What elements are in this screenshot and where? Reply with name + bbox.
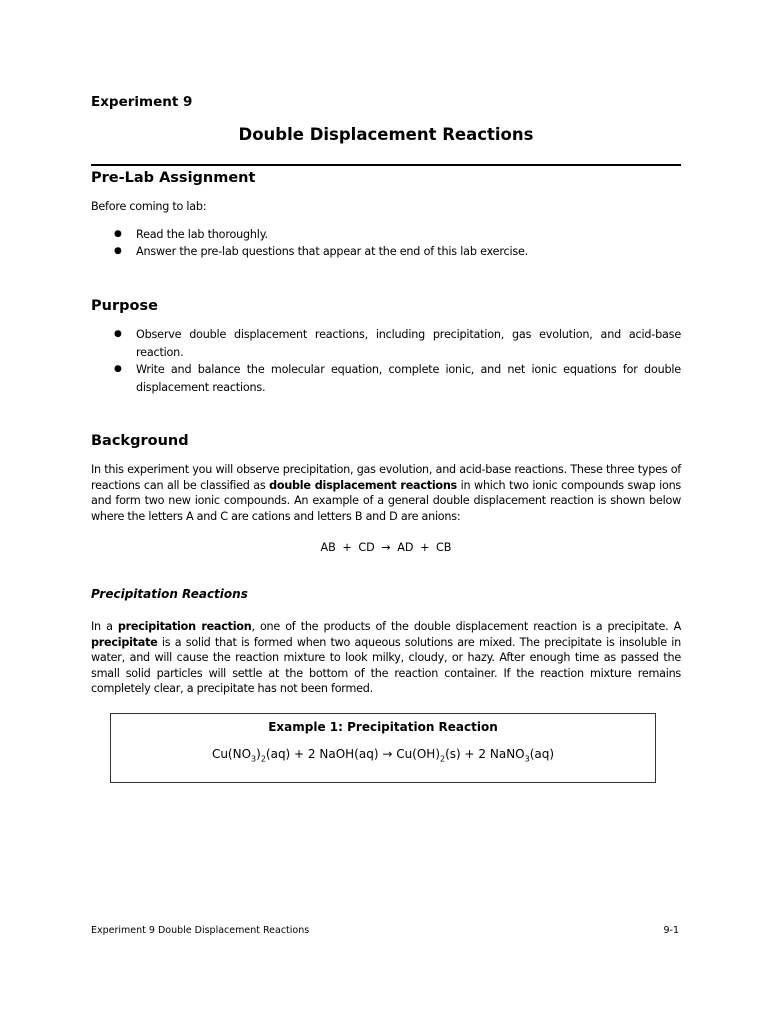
purpose-list [110, 326, 681, 396]
purpose-item-text: Observe double displacement reactions, including precipitation, gas evolution, and acid-base reaction. [136, 328, 681, 359]
subscript: 3 [524, 754, 530, 764]
page-number: 9-1 [663, 925, 679, 936]
text-run: (aq) + 2 NaOH(aq) → Cu(OH) [265, 747, 441, 761]
text-run: is a solid that is formed when two aqueous solutions are mixed. The precipitate is insoluble in water, and will cause the reaction mixture to look milky, cloudy, or hazy. After enough time as passed the small solid particles will settle at the bottom of the reaction container. If the reaction mixture remains completely clear, a precipitate has not been formed. [91, 635, 681, 696]
bullet-icon: ● [114, 229, 122, 239]
general-equation: AB + CD → AD + CB [320, 541, 452, 554]
subscript: 2 [440, 754, 446, 764]
list-item [110, 226, 681, 243]
subscript: 3 [251, 754, 257, 764]
footer-title: Experiment 9 Double Displacement Reactions [91, 925, 310, 936]
title-rule [91, 164, 681, 166]
text-run: (s) + 2 NaNO [445, 747, 525, 761]
example-equation [111, 747, 655, 763]
text-run: Cu(NO [211, 747, 252, 761]
purpose-heading: Purpose [91, 298, 158, 314]
list-item [110, 361, 681, 396]
bold-term: precipitate [91, 635, 158, 649]
prelab-heading: Pre-Lab Assignment [91, 170, 256, 186]
prelab-intro: Before coming to lab: [91, 200, 207, 213]
prelab-item-text: Answer the pre-lab questions that appear at the end of this lab exercise. [136, 245, 529, 258]
bullet-icon: ● [114, 364, 122, 374]
background-heading: Background [91, 433, 189, 449]
purpose-item-text: Write and balance the molecular equation, complete ionic, and net ionic equations for double displacement reactions. [136, 363, 681, 394]
document-title: Double Displacement Reactions [238, 125, 534, 144]
text-run: In this experiment you will observe precipitation, gas evolution, and acid-base reactions. These three types of reactions can all be classified as [91, 463, 681, 492]
example-title: Example 1: Precipitation Reaction [268, 720, 498, 734]
text-run: , one of the products of the double displacement reaction is a precipitate. A [251, 620, 681, 633]
bold-term: precipitation reaction [117, 620, 252, 633]
bullet-icon: ● [114, 329, 122, 339]
subscript: 2 [260, 754, 266, 764]
text-run: ) [256, 747, 261, 761]
bold-term: double displacement reactions [269, 478, 457, 492]
prelab-list [110, 226, 681, 260]
text-run: in which two ionic compounds swap ions and form two new ionic compounds. An example of a general double displacement reaction is shown below where the letters A and C are cations and letters B and D are anions: [91, 478, 681, 523]
prelab-item-text: Read the lab thoroughly. [136, 228, 268, 241]
list-item [110, 326, 681, 361]
list-item [110, 243, 681, 260]
background-paragraph [91, 462, 681, 524]
text-run: (aq) [529, 747, 555, 761]
example-box [110, 713, 656, 783]
precipitation-paragraph [91, 619, 681, 697]
text-run: In a [91, 620, 118, 633]
bullet-icon: ● [114, 246, 122, 256]
experiment-label: Experiment 9 [91, 94, 193, 110]
precipitation-subheading: Precipitation Reactions [91, 587, 248, 601]
